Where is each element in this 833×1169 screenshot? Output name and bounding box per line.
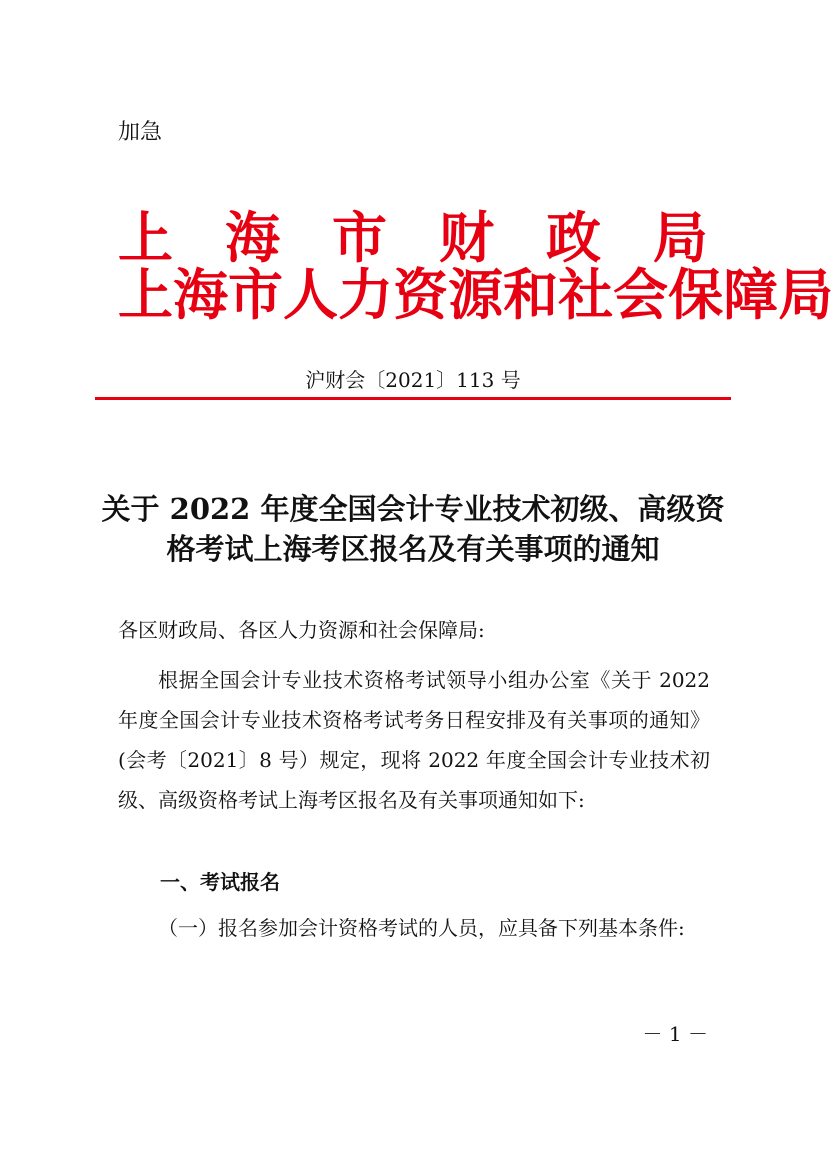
issuer-char: 财	[438, 206, 494, 270]
issuer-char: 障	[723, 263, 779, 327]
issuer-char: 海	[224, 206, 280, 270]
issuer-char: 保	[668, 263, 724, 327]
issuer-char: 资	[393, 263, 449, 327]
issuer-char: 上	[118, 263, 174, 327]
issuer-char: 局	[652, 206, 708, 270]
urgency-label: 加急	[118, 120, 163, 145]
document-title: 关于 2022 年度全国会计专业技术初级、高级资格考试上海考区报名及有关事项的通知	[101, 492, 725, 566]
body-paragraph: 根据全国会计专业技术资格考试领导小组办公室《关于 2022 年度全国会计专业技术资格考试考务日程安排及有关事项的通知》(会考〔2021〕8 号）规定，现将 2022 年度全国会计专业技术初级、高级资格考试上海考区报名及有关事项通知如下:	[118, 668, 710, 812]
issuer-char: 人	[283, 263, 339, 327]
issuer-char: 上	[118, 206, 174, 270]
salutation: 各区财政局、各区人力资源和社会保障局:	[118, 618, 485, 642]
issuer-char: 市	[331, 206, 387, 270]
issuer-char: 局	[778, 263, 833, 327]
issuer-char: 力	[338, 263, 394, 327]
issuer-char: 海	[173, 263, 229, 327]
issuer-char: 源	[448, 263, 504, 327]
issuer-header-line-1	[118, 207, 708, 269]
issuer-char: 和	[503, 263, 559, 327]
document-number: 沪财会〔2021〕113 号	[305, 368, 521, 392]
issuer-char: 会	[613, 263, 669, 327]
subsection-paragraph: （一）报名参加会计资格考试的人员，应具备下列基本条件:	[158, 916, 685, 940]
issuer-char: 政	[545, 206, 601, 270]
issuer-char: 社	[558, 263, 614, 327]
section-heading: 一、考试报名	[160, 870, 280, 894]
red-divider-rule	[95, 397, 731, 400]
page-number: － 1 －	[642, 1022, 708, 1046]
issuer-char: 市	[228, 263, 284, 327]
issuer-header-line-2	[118, 263, 833, 327]
